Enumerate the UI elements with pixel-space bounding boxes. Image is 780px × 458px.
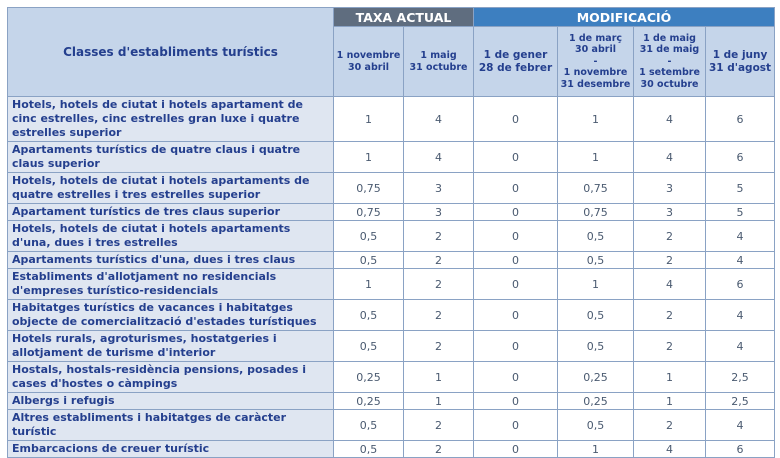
rate-cell: 4 — [634, 441, 706, 458]
table-row — [8, 252, 775, 269]
rate-cell: 0 — [474, 221, 558, 252]
table-row — [8, 142, 775, 173]
rate-cell: 0 — [474, 269, 558, 300]
table-row — [8, 221, 775, 252]
period-header-line: 1 de març — [568, 32, 623, 44]
rate-cell: 0 — [474, 204, 558, 221]
group-header-actual: TAXA ACTUAL — [334, 8, 474, 27]
corner-header: Classes d'establiments turístics — [8, 8, 334, 97]
rate-cell: 0,25 — [334, 393, 404, 410]
row-label: Apartaments turístics de quatre claus i quatre claus superior — [8, 142, 334, 173]
rate-cell: 6 — [706, 142, 775, 173]
rate-cell: 1 — [404, 393, 474, 410]
row-label: Hotels, hotels de ciutat i hotels apartaments de quatre estrelles i tres estrelles superior — [8, 173, 334, 204]
rate-cell: 1 — [634, 393, 706, 410]
table-row — [8, 269, 775, 300]
period-header — [558, 27, 634, 97]
rate-cell: 2 — [404, 410, 474, 441]
rate-cell: 4 — [634, 142, 706, 173]
rate-cell: 0 — [474, 142, 558, 173]
rate-cell: 3 — [404, 173, 474, 204]
rate-cell: 2 — [404, 269, 474, 300]
rate-cell: 1 — [558, 441, 634, 458]
rate-cell: 0,25 — [334, 362, 404, 393]
table-row — [8, 441, 775, 458]
rate-cell: 0,5 — [334, 252, 404, 269]
rate-cell: 0 — [474, 410, 558, 441]
rate-cell: 1 — [334, 142, 404, 173]
row-label: Hotels, hotels de ciutat i hotels apartaments d'una, dues i tres estrelles — [8, 221, 334, 252]
rate-cell: 1 — [404, 362, 474, 393]
rate-cell: 0,5 — [558, 252, 634, 269]
rate-cell: 3 — [404, 204, 474, 221]
period-header-line: - — [667, 55, 672, 67]
period-header-line: 31 de maig — [639, 44, 700, 56]
row-label: Embarcacions de creuer turístic — [8, 441, 334, 458]
period-header-line: 1 novembre — [563, 67, 628, 79]
row-label: Habitatges turístics de vacances i habitatges objecte de comercialització d'estades turístiques — [8, 300, 334, 331]
rate-cell: 0,5 — [334, 331, 404, 362]
row-label: Establiments d'allotjament no residencials d'empreses turístico-residencials — [8, 269, 334, 300]
rate-cell: 2 — [634, 221, 706, 252]
row-label: Apartament turístics de tres claus superior — [8, 204, 334, 221]
rate-cell: 6 — [706, 97, 775, 142]
rate-cell: 0 — [474, 362, 558, 393]
rate-cell: 0 — [474, 300, 558, 331]
rate-cell: 0,5 — [558, 410, 634, 441]
period-header-line: - — [593, 55, 598, 67]
rate-cell: 1 — [558, 97, 634, 142]
row-label: Altres establiments i habitatges de caràcter turístic — [8, 410, 334, 441]
rate-cell: 0,5 — [334, 300, 404, 331]
tax-rates-table — [7, 7, 775, 458]
rate-cell: 3 — [634, 204, 706, 221]
rate-cell: 2,5 — [706, 362, 775, 393]
table-row — [8, 393, 775, 410]
period-header — [404, 27, 474, 97]
table-row — [8, 362, 775, 393]
row-label: Hotels rurals, agroturismes, hostatgeries i allotjament de turisme d'interior — [8, 331, 334, 362]
group-header-modification: MODIFICACIÓ — [474, 8, 775, 27]
table-row — [8, 173, 775, 204]
rate-cell: 2 — [634, 300, 706, 331]
rate-cell: 4 — [706, 410, 775, 441]
period-header — [474, 27, 558, 97]
rate-cell: 0,5 — [334, 410, 404, 441]
rate-cell: 4 — [634, 269, 706, 300]
rate-cell: 5 — [706, 204, 775, 221]
rate-cell: 2,5 — [706, 393, 775, 410]
rate-cell: 0,5 — [334, 221, 404, 252]
table-row — [8, 410, 775, 441]
period-header-line: 30 octubre — [640, 78, 699, 90]
row-label: Apartaments turístics d'una, dues i tres claus — [8, 252, 334, 269]
rate-cell: 3 — [634, 173, 706, 204]
rate-cell: 1 — [558, 142, 634, 173]
rate-cell: 0,5 — [334, 441, 404, 458]
rate-cell: 2 — [634, 331, 706, 362]
period-header-line: 31 desembre — [560, 78, 631, 90]
period-header-line: 1 de maig — [643, 32, 696, 44]
rate-cell: 0,75 — [334, 204, 404, 221]
rate-cell: 4 — [706, 252, 775, 269]
rate-cell: 0,75 — [558, 173, 634, 204]
rate-cell: 0,5 — [558, 331, 634, 362]
rate-cell: 0,75 — [558, 204, 634, 221]
rate-cell: 2 — [404, 221, 474, 252]
rate-cell: 2 — [404, 252, 474, 269]
rate-cell: 0 — [474, 393, 558, 410]
rate-cell: 0 — [474, 252, 558, 269]
period-header-line: 28 de febrer — [478, 61, 553, 74]
rate-cell: 4 — [706, 221, 775, 252]
rate-cell: 4 — [706, 300, 775, 331]
period-header-line: 1 setembre — [639, 67, 700, 79]
table-row — [8, 331, 775, 362]
period-header-line: 31 octubre — [409, 61, 468, 73]
rate-cell: 2 — [404, 300, 474, 331]
table-row — [8, 97, 775, 142]
rate-cell: 4 — [634, 97, 706, 142]
table-row — [8, 300, 775, 331]
rate-cell: 0 — [474, 331, 558, 362]
rate-cell: 0,75 — [334, 173, 404, 204]
rate-cell: 1 — [634, 362, 706, 393]
rate-cell: 1 — [558, 269, 634, 300]
period-header-line: 1 novembre — [336, 50, 401, 61]
row-label: Albergs i refugis — [8, 393, 334, 410]
rate-cell: 0,5 — [558, 221, 634, 252]
period-header-line: 30 abril — [575, 44, 616, 56]
rate-cell: 0,25 — [558, 393, 634, 410]
rate-cell: 1 — [334, 97, 404, 142]
rate-cell: 4 — [706, 331, 775, 362]
rate-cell: 0 — [474, 441, 558, 458]
row-label: Hostals, hostals-residència pensions, posades i cases d'hostes o càmpings — [8, 362, 334, 393]
rate-cell: 0 — [474, 97, 558, 142]
period-header-line: 30 abril — [348, 61, 389, 73]
rate-cell: 0,5 — [558, 300, 634, 331]
rate-cell: 4 — [404, 97, 474, 142]
rate-cell: 0 — [474, 173, 558, 204]
rate-cell: 4 — [404, 142, 474, 173]
rate-cell: 6 — [706, 441, 775, 458]
table-row — [8, 204, 775, 221]
period-header-line: 1 maig — [420, 50, 457, 61]
rate-cell: 2 — [634, 252, 706, 269]
period-header-line: 1 de juny — [712, 48, 768, 61]
period-header — [706, 27, 775, 97]
period-header — [634, 27, 706, 97]
rate-cell: 6 — [706, 269, 775, 300]
rate-cell: 2 — [404, 441, 474, 458]
rate-cell: 0,25 — [558, 362, 634, 393]
period-header — [334, 27, 404, 97]
rate-cell: 2 — [634, 410, 706, 441]
period-header-line: 31 d'agost — [708, 61, 772, 74]
rate-cell: 2 — [404, 331, 474, 362]
period-header-line: 1 de gener — [483, 48, 548, 61]
row-label: Hotels, hotels de ciutat i hotels apartament de cinc estrelles, cinc estrelles gran luxe i quatre estrelles superior — [8, 97, 334, 142]
rate-cell: 5 — [706, 173, 775, 204]
rate-cell: 1 — [334, 269, 404, 300]
